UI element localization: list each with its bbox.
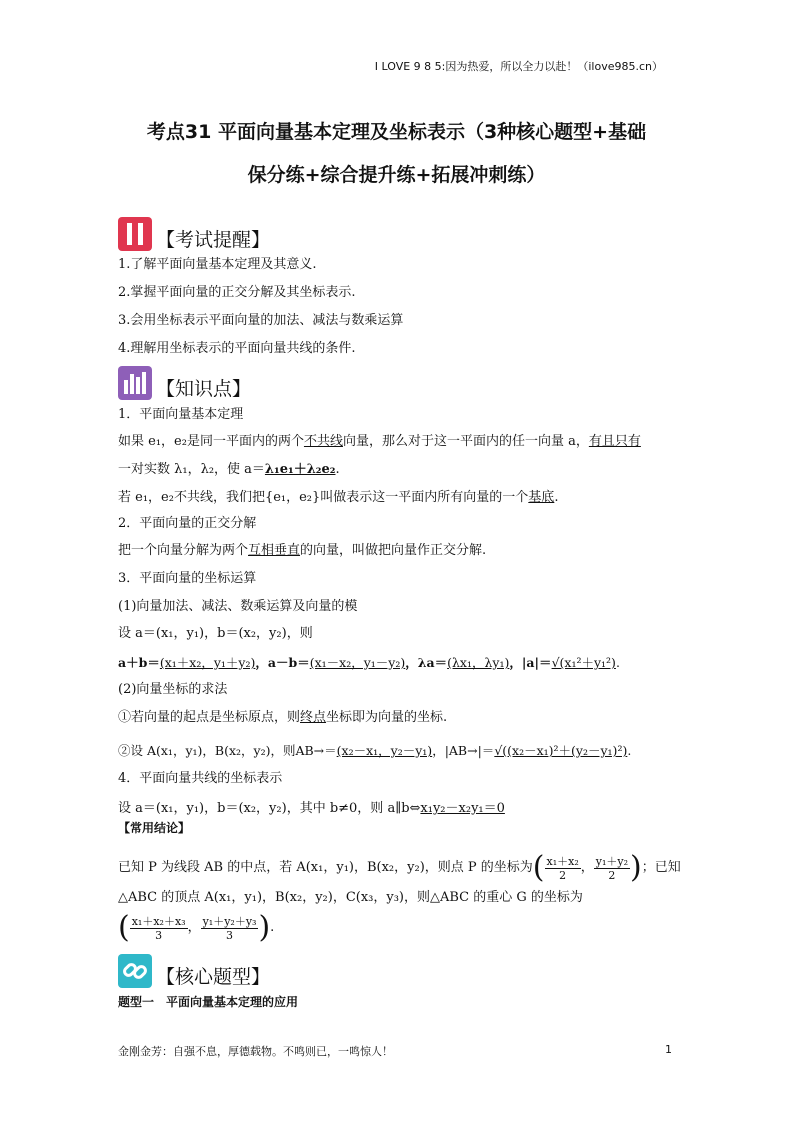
- title-line-1: 考点31 平面向量基本定理及坐标表示（3种核心题型+基础: [146, 121, 647, 143]
- kp-formula: [118, 742, 631, 760]
- text: .: [270, 920, 275, 935]
- text: 已知 P 为线段 AB 的中点，若 A(x₁，y₁)，B(x₂，y₂)，则点 P 的坐标为: [118, 860, 533, 875]
- paren: (: [118, 910, 130, 945]
- underlined-term: √(x₁²＋y₁²): [551, 655, 616, 670]
- reminder-item: 1.了解平面向量基本定理及其意义.: [118, 257, 317, 272]
- comma: ，: [187, 920, 201, 935]
- bar-chart-icon: [118, 366, 152, 400]
- paren: (: [532, 850, 545, 885]
- kp-heading: 4．平面向量共线的坐标表示: [118, 771, 283, 786]
- numerator: x₁＋x₂: [546, 854, 579, 868]
- kp-text: [118, 461, 340, 479]
- text: 向量，那么对于这一平面内的任一向量 a，: [342, 434, 589, 449]
- underlined-term: (x₁＋x₂，y₁＋y₂): [159, 655, 256, 670]
- kp-formula: [118, 654, 620, 672]
- text: .: [335, 462, 340, 477]
- underlined-term: (λx₁，λy₁): [447, 655, 510, 670]
- kp-heading: 3．平面向量的坐标运算: [118, 571, 257, 586]
- fraction: [201, 915, 259, 942]
- text: 坐标即为向量的坐标.: [326, 710, 448, 725]
- underlined-term: (x₂－x₁，y₂－y₁): [336, 743, 433, 758]
- text: ，a－b＝: [255, 655, 310, 670]
- kp-text: [118, 848, 681, 888]
- text: ，λa＝: [405, 655, 448, 670]
- paren: ): [630, 850, 642, 885]
- fraction: [545, 855, 581, 882]
- comma: ，: [580, 860, 594, 875]
- text: 设 a＝(x₁，y₁)，b＝(x₂，y₂)，其中 b≠0，则 a∥b⇔: [118, 801, 421, 816]
- numerator: x₁＋x₂＋x₃: [131, 914, 186, 928]
- page-number: 1: [665, 1043, 672, 1056]
- footer-motto: 金刚金芳：自强不息，厚德载物。不鸣则已，一鸣惊人！: [118, 1045, 393, 1058]
- kp-text: [118, 709, 447, 727]
- kp-text: [118, 542, 486, 560]
- underlined-term: 终点: [300, 710, 327, 725]
- pause-bars-icon: [118, 217, 152, 251]
- section-exam-reminder: [118, 215, 270, 251]
- kp-subheading: (2)向量坐标的求法: [118, 682, 228, 697]
- underlined-term: 有且只有: [588, 434, 641, 449]
- text: 把一个向量分解为两个: [118, 543, 249, 558]
- text: ，|a|＝: [509, 655, 552, 670]
- kp-text: [118, 489, 558, 507]
- text: .: [615, 655, 620, 670]
- kp-formula: [118, 910, 274, 946]
- denominator: 2: [608, 868, 616, 882]
- header-note: I LOVE 9 8 5:因为热爱，所以全力以赴！（ilove985.cn）: [374, 60, 663, 73]
- paren: ): [258, 910, 271, 945]
- denominator: 2: [559, 868, 567, 882]
- underlined-term: 互相垂直: [248, 543, 301, 558]
- denominator: 3: [155, 928, 163, 942]
- text: ；已知: [641, 860, 681, 875]
- text: 一对实数 λ₁，λ₂，使 a＝: [118, 462, 265, 477]
- underlined-term: 基底: [528, 490, 555, 505]
- underlined-term: 不共线: [303, 434, 343, 449]
- text: 如果 e₁，e₂是同一平面内的两个: [118, 434, 304, 449]
- kp-heading: 2．平面向量的正交分解: [118, 516, 257, 531]
- section-label: 【核心题型】: [156, 966, 271, 988]
- underlined-term: (x₁－x₂，y₁－y₂): [309, 655, 406, 670]
- underlined-term: √((x₂－x₁)²＋(y₂－y₁)²): [494, 743, 628, 758]
- text: .: [627, 743, 632, 758]
- kp-text: △ABC 的顶点 A(x₁，y₁)，B(x₂，y₂)，C(x₃，y₃)，则△ABC 的重心 G 的坐标为: [118, 890, 583, 905]
- text: ，|AB→|＝: [432, 743, 495, 758]
- section-label: 【考试提醒】: [156, 229, 271, 251]
- text: .: [554, 490, 559, 505]
- text: ①若向量的起点是坐标原点，则: [118, 710, 301, 725]
- title-line-2: 保分练+综合提升练+拓展冲刺练）: [247, 164, 546, 186]
- fraction: [130, 915, 188, 942]
- text: 若 e₁，e₂不共线，我们把{e₁，e₂}叫做表示这一平面内所有向量的一个: [118, 490, 529, 505]
- reminder-item: 3.会用坐标表示平面向量的加法、减法与数乘运算: [118, 313, 404, 328]
- section-label: 【知识点】: [156, 378, 252, 400]
- reminder-item: 2.掌握平面向量的正交分解及其坐标表示.: [118, 285, 356, 300]
- kp-text: [118, 433, 641, 451]
- section-knowledge: [118, 364, 251, 400]
- denominator: 3: [226, 928, 234, 942]
- text: ②设 A(x₁，y₁)，B(x₂，y₂)，则AB→＝: [118, 743, 337, 758]
- numerator: y₁＋y₂＋y₃: [202, 914, 257, 928]
- underlined-term: λ₁e₁＋λ₂e₂: [264, 462, 336, 477]
- section-core-types: [118, 952, 270, 988]
- kp-heading: 1．平面向量基本定理: [118, 407, 244, 422]
- numerator: y₁＋y₂: [595, 854, 629, 868]
- underlined-term: x₁y₂－x₂y₁＝0: [420, 801, 505, 816]
- common-conclusion-heading: 【常用结论】: [118, 821, 191, 835]
- text: 的向量，叫做把向量作正交分解.: [300, 543, 487, 558]
- kp-text: [118, 800, 505, 818]
- kp-subheading: (1)向量加法、减法、数乘运算及向量的模: [118, 599, 358, 614]
- text: a＋b＝: [118, 655, 160, 670]
- link-icon: [118, 954, 152, 988]
- reminder-item: 4.理解用坐标表示的平面向量共线的条件.: [118, 341, 356, 356]
- question-type-heading: 题型一 平面向量基本定理的应用: [118, 995, 299, 1009]
- kp-text: 设 a＝(x₁，y₁)，b＝(x₂，y₂)，则: [118, 626, 313, 641]
- fraction: [594, 855, 630, 882]
